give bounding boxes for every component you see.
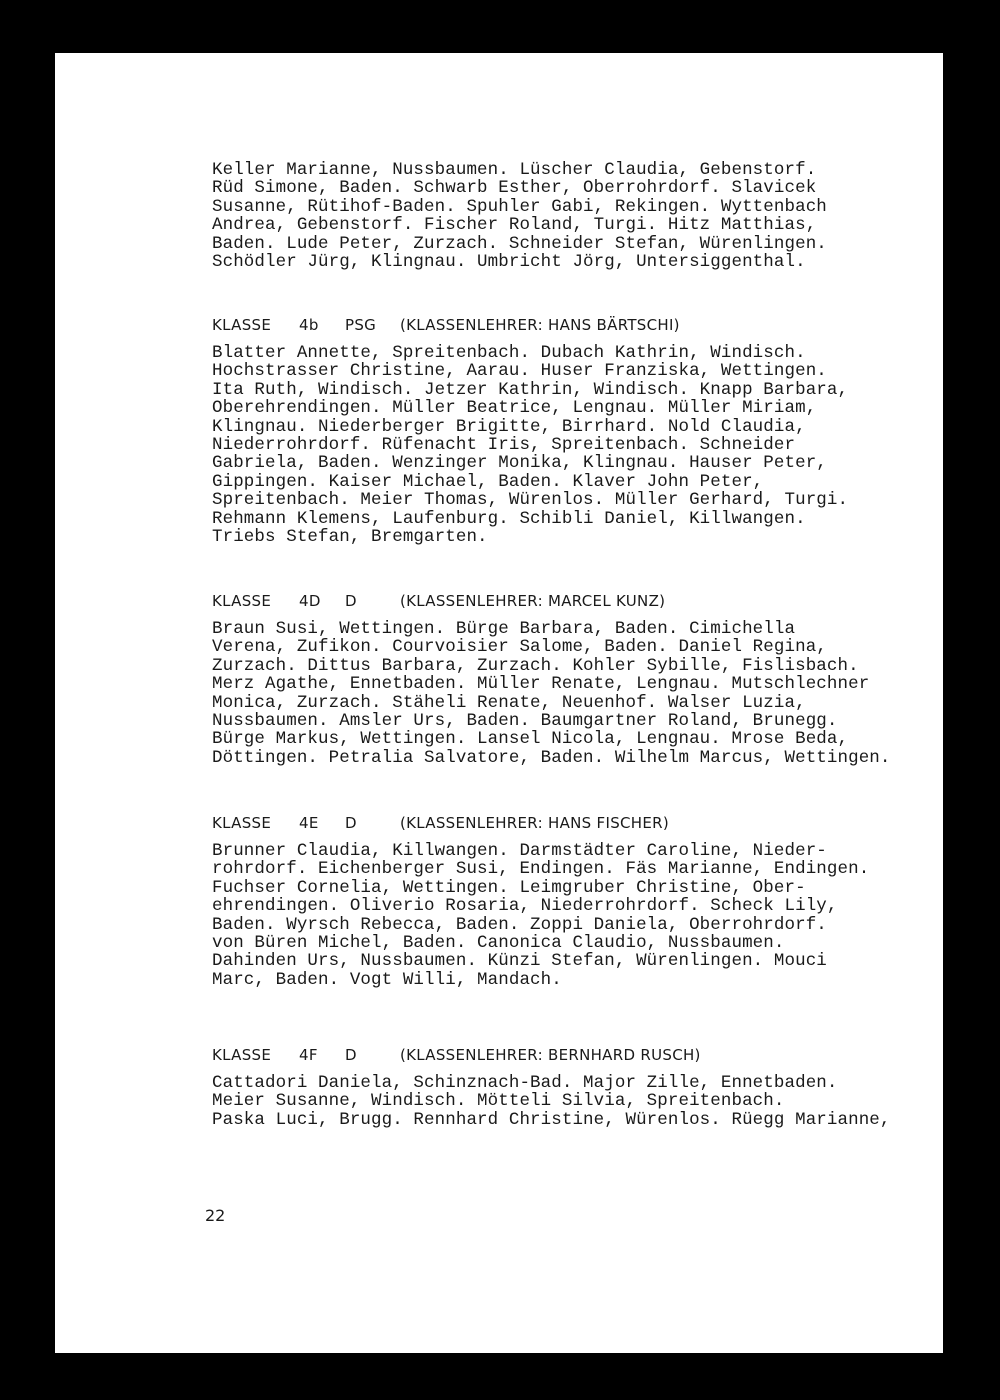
section-paragraph-4e	[212, 842, 869, 989]
text-line: Paska Luci, Brugg. Rennhard Christine, Würenlos. Rüegg Marianne,	[212, 1109, 891, 1130]
heading-klasse: KLASSE	[212, 316, 272, 334]
section-heading-4e	[212, 814, 669, 832]
text-line: Monica, Zurzach. Stäheli Renate, Neuenhof. Walser Luzia,	[212, 692, 806, 713]
heading-class: 4D	[299, 592, 321, 610]
heading-type: D	[345, 592, 357, 610]
text-line: ehrendingen. Oliverio Rosaria, Niederrohrdorf. Scheck Lily,	[212, 896, 838, 917]
text-line: Braun Susi, Wettingen. Bürge Barbara, Baden. Cimichella	[212, 619, 796, 639]
intro-paragraph	[212, 161, 827, 271]
heading-type: PSG	[345, 316, 377, 334]
text-line: Spreitenbach. Meier Thomas, Würenlos. Müller Gerhard, Turgi.	[212, 490, 849, 511]
text-line: Merz Agathe, Ennetbaden. Müller Renate, Lengnau. Mutschlechner	[212, 674, 870, 695]
heading-teacher: (KLASSENLEHRER: MARCEL KUNZ)	[400, 592, 666, 610]
document-page	[55, 53, 943, 1353]
heading-type: D	[345, 814, 357, 832]
heading-klasse: KLASSE	[212, 592, 272, 610]
text-line: Niederrohrdorf. Rüfenacht Iris, Spreitenbach. Schneider	[212, 435, 796, 456]
text-line: Klingnau. Niederberger Brigitte, Birrhard. Nold Claudia,	[212, 416, 806, 437]
text-line: Zurzach. Dittus Barbara, Zurzach. Kohler Sybille, Fislisbach.	[212, 655, 859, 676]
text-line: Baden. Wyrsch Rebecca, Baden. Zoppi Daniela, Oberrohrdorf.	[212, 914, 827, 935]
text-line: Andrea, Gebenstorf. Fischer Roland, Turgi. Hitz Matthias,	[212, 215, 817, 236]
section-heading-4b	[212, 316, 680, 334]
text-line: Cattadori Daniela, Schinznach-Bad. Major Zille, Ennetbaden.	[212, 1073, 838, 1093]
text-line: Blatter Annette, Spreitenbach. Dubach Kathrin, Windisch.	[212, 343, 806, 363]
heading-teacher: (KLASSENLEHRER: HANS FISCHER)	[400, 814, 670, 832]
section-paragraph-4b	[212, 344, 848, 546]
heading-teacher: (KLASSENLEHRER: BERNHARD RUSCH)	[400, 1046, 701, 1064]
heading-class: 4E	[299, 814, 319, 832]
text-line: Döttingen. Petralia Salvatore, Baden. Wilhelm Marcus, Wettingen.	[212, 747, 891, 768]
text-line: Oberehrendingen. Müller Beatrice, Lengnau. Müller Miriam,	[212, 398, 817, 419]
text-line: Gabriela, Baden. Wenzinger Monika, Klingnau. Hauser Peter,	[212, 453, 827, 474]
text-line: Hochstrasser Christine, Aarau. Huser Franziska, Wettingen.	[212, 361, 827, 382]
scan-border-right	[943, 40, 1000, 1370]
section-paragraph-4f	[212, 1074, 891, 1129]
text-line: Bürge Markus, Wettingen. Lansel Nicola, Lengnau. Mrose Beda,	[212, 729, 849, 750]
text-line: Rehmann Klemens, Laufenburg. Schibli Daniel, Killwangen.	[212, 508, 806, 529]
text-line: Meier Susanne, Windisch. Mötteli Silvia, Spreitenbach.	[212, 1091, 785, 1112]
text-line: Marc, Baden. Vogt Willi, Mandach.	[212, 969, 562, 990]
text-line: Dahinden Urs, Nussbaumen. Künzi Stefan, Würenlingen. Mouci	[212, 951, 827, 972]
heading-klasse: KLASSE	[212, 814, 272, 832]
text-line: von Büren Michel, Baden. Canonica Claudio, Nussbaumen.	[212, 933, 785, 954]
text-line: Schödler Jürg, Klingnau. Umbricht Jörg, Untersiggenthal.	[212, 252, 806, 273]
heading-klasse: KLASSE	[212, 1046, 272, 1064]
text-line: Baden. Lude Peter, Zurzach. Schneider Stefan, Würenlingen.	[212, 233, 827, 254]
text-line: Nussbaumen. Amsler Urs, Baden. Baumgartner Roland, Brunegg.	[212, 711, 838, 732]
heading-type: D	[345, 1046, 357, 1064]
text-line: Gippingen. Kaiser Michael, Baden. Klaver John Peter,	[212, 471, 764, 492]
text-line: Ita Ruth, Windisch. Jetzer Kathrin, Windisch. Knapp Barbara,	[212, 379, 849, 400]
text-line: Triebs Stefan, Bremgarten.	[212, 527, 488, 548]
section-heading-4f	[212, 1046, 701, 1064]
text-line: Keller Marianne, Nussbaumen. Lüscher Claudia, Gebenstorf.	[212, 160, 817, 180]
text-line: Susanne, Rütihof-Baden. Spuhler Gabi, Rekingen. Wyttenbach	[212, 196, 827, 217]
heading-teacher: (KLASSENLEHRER: HANS BÄRTSCHI)	[400, 316, 680, 334]
heading-class: 4b	[299, 316, 319, 334]
text-line: Rüd Simone, Baden. Schwarb Esther, Oberrohrdorf. Slavicek	[212, 178, 817, 199]
section-paragraph-4d	[212, 620, 891, 767]
page-number: 22	[205, 1206, 226, 1225]
heading-class: 4F	[299, 1046, 318, 1064]
text-line: Fuchser Cornelia, Wettingen. Leimgruber Christine, Ober-	[212, 877, 806, 898]
text-line: Brunner Claudia, Killwangen. Darmstädter Caroline, Nieder-	[212, 841, 827, 861]
text-line: Verena, Zufikon. Courvoisier Salome, Baden. Daniel Regina,	[212, 637, 827, 658]
text-line: rohrdorf. Eichenberger Susi, Endingen. Fäs Marianne, Endingen.	[212, 859, 870, 880]
section-heading-4d	[212, 592, 665, 610]
